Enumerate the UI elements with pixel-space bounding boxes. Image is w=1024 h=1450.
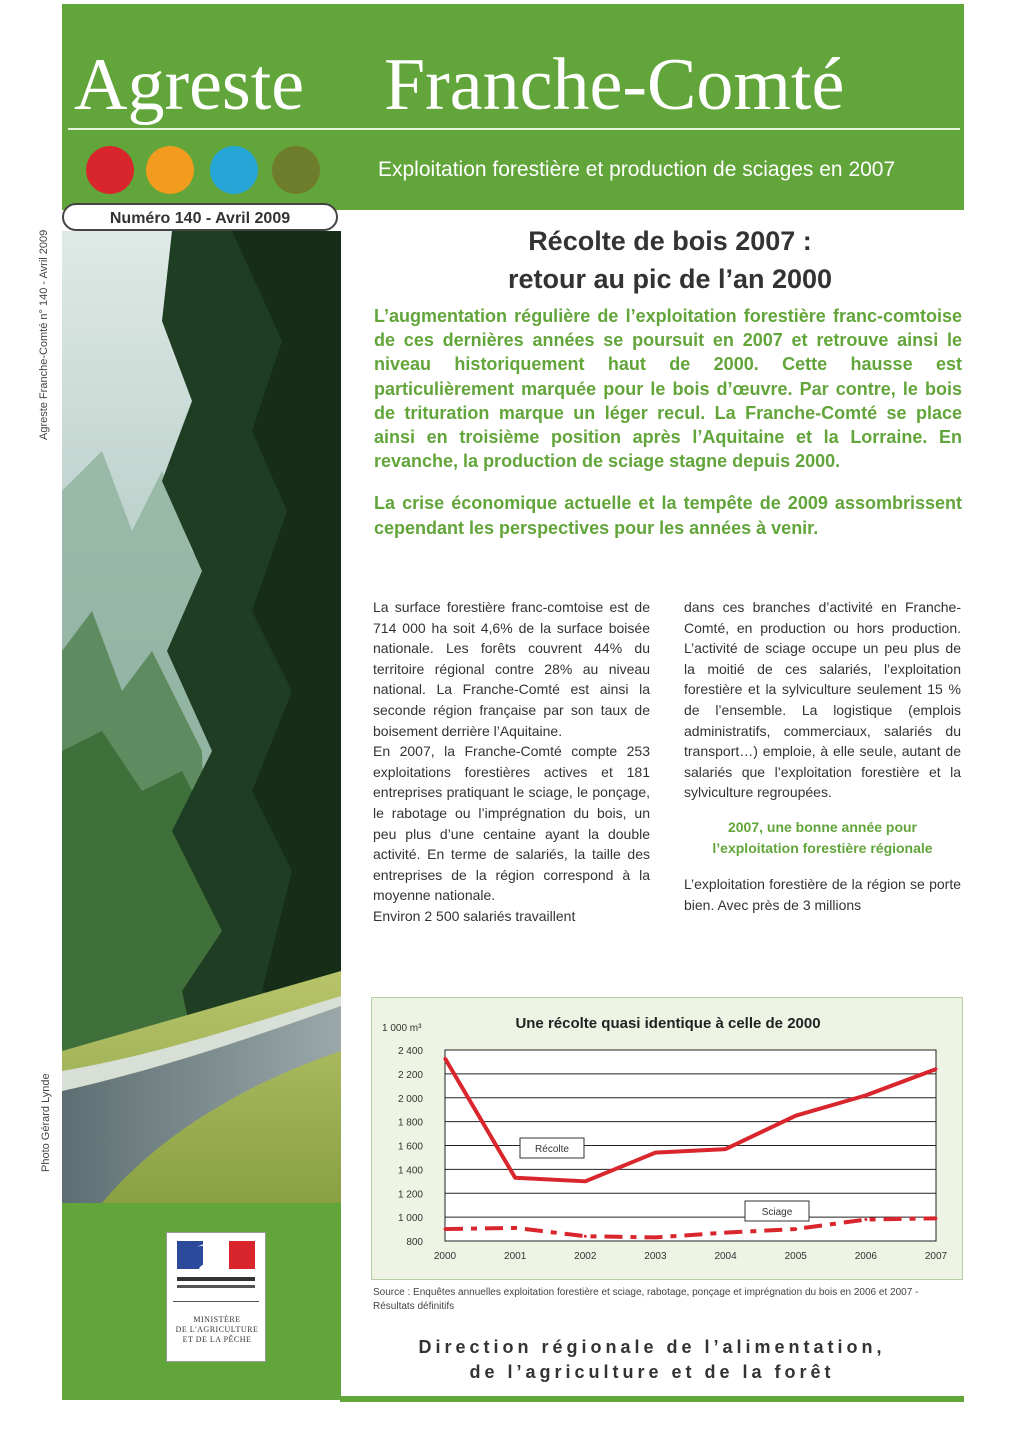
series-label: Sciage bbox=[761, 1207, 793, 1218]
logo-line-3: ET DE LA PÊCHE bbox=[182, 1335, 252, 1344]
lead-summary bbox=[374, 304, 962, 540]
side-caption: Agreste Franche-Comté n° 140 - Avril 2009 bbox=[38, 229, 50, 440]
x-tick-label: 2003 bbox=[644, 1251, 667, 1262]
x-tick-label: 2001 bbox=[504, 1251, 527, 1262]
y-tick-label: 2 000 bbox=[397, 1093, 423, 1105]
publisher-line-2: de l’agriculture et de la forêt bbox=[469, 1362, 835, 1382]
data-point bbox=[864, 1094, 867, 1097]
data-point bbox=[794, 1228, 797, 1231]
headline-line-1: Récolte de bois 2007 : bbox=[528, 226, 812, 256]
orange-dot-icon bbox=[146, 146, 194, 194]
data-point bbox=[794, 1114, 797, 1117]
headline-line-2: retour au pic de l’an 2000 bbox=[507, 264, 833, 294]
data-point bbox=[724, 1231, 727, 1234]
y-tick-label: 800 bbox=[406, 1237, 423, 1248]
y-axis-label: 1 000 m³ bbox=[382, 1023, 422, 1034]
data-point bbox=[514, 1226, 517, 1229]
series-label: Récolte bbox=[535, 1144, 569, 1155]
y-tick-label: 1 400 bbox=[397, 1165, 423, 1177]
data-point bbox=[935, 1068, 938, 1071]
data-point bbox=[584, 1235, 587, 1238]
publisher-line-1: Direction régionale de l’alimentation, bbox=[418, 1337, 886, 1357]
y-tick-label: 2 400 bbox=[397, 1046, 423, 1057]
lead-paragraph-2: La crise économique actuelle et la tempête de 2009 assombrissent cependant les perspectives pour les années à venir. bbox=[374, 493, 962, 538]
logo-motto-bar bbox=[177, 1277, 255, 1281]
data-point bbox=[584, 1180, 587, 1183]
x-tick-label: 2000 bbox=[433, 1251, 457, 1262]
logo-line-1: MINISTÈRE bbox=[193, 1315, 241, 1324]
section-subheading: 2007, une bonne année pour l’exploitation forestière régionale bbox=[712, 818, 933, 856]
y-tick-label: 2 200 bbox=[397, 1069, 423, 1081]
logo-divider bbox=[173, 1301, 259, 1302]
logo-ministry-text bbox=[171, 1315, 263, 1345]
masthead-divider bbox=[68, 128, 960, 130]
body-paragraph: En 2007, la Franche-Comté compte 253 exploitations forestières actives et 181 entreprises pratiquant le sciage, le ponçage, le rabotage ou l’imprégnation du bois, un peu plus d’une centaine ayant la double activité. En terme de salariés, la taille des entreprises de la région correspond à la moyenne nationale. bbox=[373, 743, 650, 904]
issue-badge: Numéro 140 - Avril 2009 bbox=[62, 203, 338, 231]
olive-dot-icon bbox=[272, 146, 320, 194]
x-tick-label: 2006 bbox=[854, 1251, 877, 1262]
body-paragraph: dans ces branches d’activité en Franche-Comté, en production ou hors production. L’activité de sciage occupe un peu plus de la moitié de ces salariés, l’exploitation forestière et la sylviculture seulement 15 % de l’ensemble. La logistique (emplois administratifs, commerciaux, salariés du transport…) emploie, à elle seule, autant de salariés que l’exploitation forestière et la sylviculture regroupées. bbox=[684, 599, 961, 801]
chart-title: Une récolte quasi identique à celle de 2000 bbox=[515, 1015, 821, 1032]
data-point bbox=[514, 1176, 517, 1179]
body-column-left bbox=[373, 597, 650, 927]
headline bbox=[360, 222, 980, 298]
lead-paragraph-1: L’augmentation régulière de l’exploitation forestière franc-comtoise de ces dernières années se poursuit en 2007 et retrouve ainsi le niveau historiquement haut de 2000. Cette hausse est particulièrement marquée pour le bois d’œuvre. Par contre, le bois de trituration marque un léger recul. La Franche-Comté se place ainsi en troisième position après l’Aquitaine et la Lorraine. En revanche, la production de sciage stagne depuis 2000. bbox=[374, 306, 962, 472]
data-point bbox=[724, 1148, 727, 1151]
data-point bbox=[654, 1151, 657, 1154]
chart-svg bbox=[372, 998, 964, 1281]
data-point bbox=[444, 1057, 447, 1060]
logo-republic-bar bbox=[177, 1285, 255, 1288]
masthead-title-region: Franche-Comté bbox=[384, 44, 845, 126]
y-tick-label: 1 000 bbox=[397, 1213, 423, 1225]
bottom-rule bbox=[340, 1396, 964, 1402]
publisher-direction bbox=[372, 1335, 932, 1385]
forest-photo bbox=[62, 231, 341, 1203]
logo-line-2: DE L'AGRICULTURE bbox=[175, 1325, 259, 1334]
y-tick-label: 1 200 bbox=[397, 1189, 423, 1201]
y-tick-label: 1 600 bbox=[397, 1141, 423, 1153]
y-tick-label: 1 800 bbox=[397, 1117, 423, 1129]
body-paragraph: Environ 2 500 salariés travaillent bbox=[373, 907, 576, 924]
x-tick-label: 2007 bbox=[924, 1251, 948, 1262]
data-point bbox=[864, 1218, 867, 1221]
x-tick-label: 2002 bbox=[574, 1251, 597, 1262]
data-point bbox=[444, 1228, 447, 1231]
x-tick-label: 2005 bbox=[784, 1251, 807, 1262]
body-paragraph: L’exploitation forestière de la région se porte bien. Avec près de 3 millions bbox=[684, 876, 961, 913]
data-point bbox=[654, 1236, 657, 1239]
chart-source: Source : Enquêtes annuelles exploitation forestière et sciage, rabotage, ponçage et imprégnation du bois en 2006 et 2007 - Résultats définitifs bbox=[373, 1287, 919, 1312]
x-tick-label: 2004 bbox=[714, 1251, 737, 1262]
ministry-logo bbox=[166, 1232, 266, 1362]
data-point bbox=[935, 1217, 938, 1220]
masthead-title-agreste: Agreste bbox=[74, 44, 305, 126]
masthead bbox=[62, 4, 964, 210]
blue-dot-icon bbox=[210, 146, 258, 194]
body-paragraph: La surface forestière franc-comtoise est de 714 000 ha soit 4,6% de la surface boisée nationale. Les forêts couvrent 44% du territoire régional contre 28% au niveau national. La Franche-Comté est ainsi la seconde région française par son taux de boisement derrière l’Aquitaine. bbox=[373, 599, 650, 739]
masthead-subtitle: Exploitation forestière et production de sciages en 2007 bbox=[378, 158, 896, 181]
red-dot-icon bbox=[86, 146, 134, 194]
body-column-right bbox=[684, 597, 961, 915]
harvest-chart bbox=[371, 997, 963, 1280]
photo-credit: Photo Gérard Lynde bbox=[40, 1073, 52, 1172]
republic-flag-icon bbox=[177, 1241, 255, 1269]
